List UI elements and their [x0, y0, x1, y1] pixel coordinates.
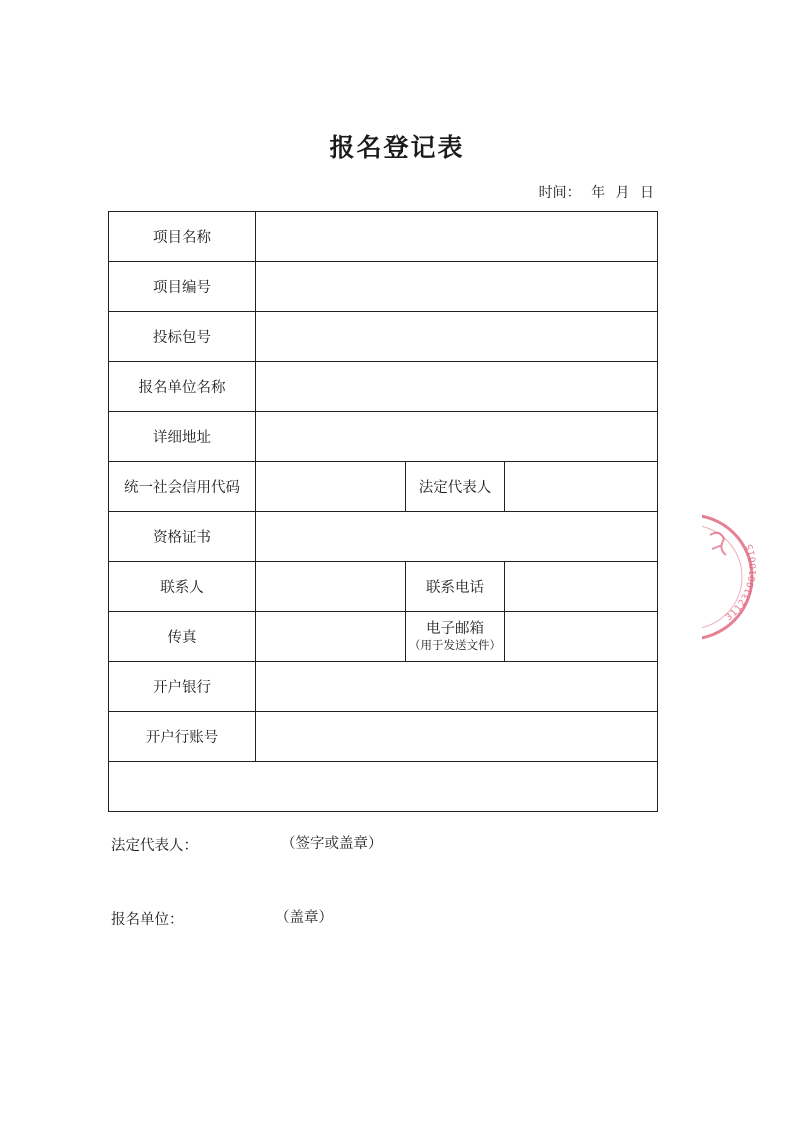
table-row [109, 262, 658, 312]
project-number-label: 项目编号 [109, 262, 256, 312]
legal-rep-signature-line [111, 834, 383, 855]
legal-rep-signature-label: 法定代表人： [111, 838, 198, 854]
bank-account-label: 开户行账号 [109, 712, 256, 762]
table-row [109, 462, 658, 512]
address-field[interactable] [256, 412, 658, 462]
phone-label: 联系电话 [406, 562, 505, 612]
project-name-field[interactable] [256, 212, 658, 262]
bank-field[interactable] [256, 662, 658, 712]
signature-area[interactable] [109, 762, 658, 928]
seal-digits: 3112310010015 [724, 541, 759, 624]
table-row [109, 212, 658, 262]
table-row [109, 762, 658, 812]
project-number-field[interactable] [256, 262, 658, 312]
page-title: 报名登记表 [329, 133, 465, 162]
table-row [109, 412, 658, 462]
registration-table [108, 211, 658, 928]
table-row [109, 562, 658, 612]
unit-signature-line [111, 908, 333, 929]
legal-rep-label: 法定代表人 [406, 462, 505, 512]
contact-field[interactable] [256, 562, 406, 612]
bank-account-field[interactable] [256, 712, 658, 762]
bid-package-label: 投标包号 [109, 312, 256, 362]
table-row [109, 712, 658, 762]
applicant-name-field[interactable] [256, 362, 658, 412]
legal-rep-signature-note: （签字或盖章） [281, 836, 383, 852]
table-row [109, 512, 658, 562]
seal-icon [702, 505, 794, 655]
email-note: （用于发送文件） [409, 638, 501, 653]
qualification-label: 资格证书 [109, 512, 256, 562]
table-row [109, 312, 658, 362]
email-field[interactable] [505, 612, 658, 662]
fax-label: 传真 [109, 612, 256, 662]
bank-label: 开户银行 [109, 662, 256, 712]
date-line: 时间： 年 月 日 [538, 185, 654, 201]
phone-field[interactable] [505, 562, 658, 612]
address-label: 详细地址 [109, 412, 256, 462]
project-name-label: 项目名称 [109, 212, 256, 262]
legal-rep-field[interactable] [505, 462, 658, 512]
bid-package-field[interactable] [256, 312, 658, 362]
contact-label: 联系人 [109, 562, 256, 612]
table-row [109, 362, 658, 412]
qualification-field[interactable] [256, 512, 658, 562]
email-label-cell [406, 612, 505, 662]
unit-signature-label: 报名单位： [111, 912, 184, 928]
fax-field[interactable] [256, 612, 406, 662]
table-row [109, 662, 658, 712]
applicant-name-label: 报名单位名称 [109, 362, 256, 412]
table-row [109, 612, 658, 662]
email-label: 电子邮箱 [426, 621, 484, 638]
credit-code-field[interactable] [256, 462, 406, 512]
credit-code-label: 统一社会信用代码 [109, 462, 256, 512]
unit-signature-note: （盖章） [275, 910, 333, 926]
official-seal-stamp [702, 505, 794, 655]
